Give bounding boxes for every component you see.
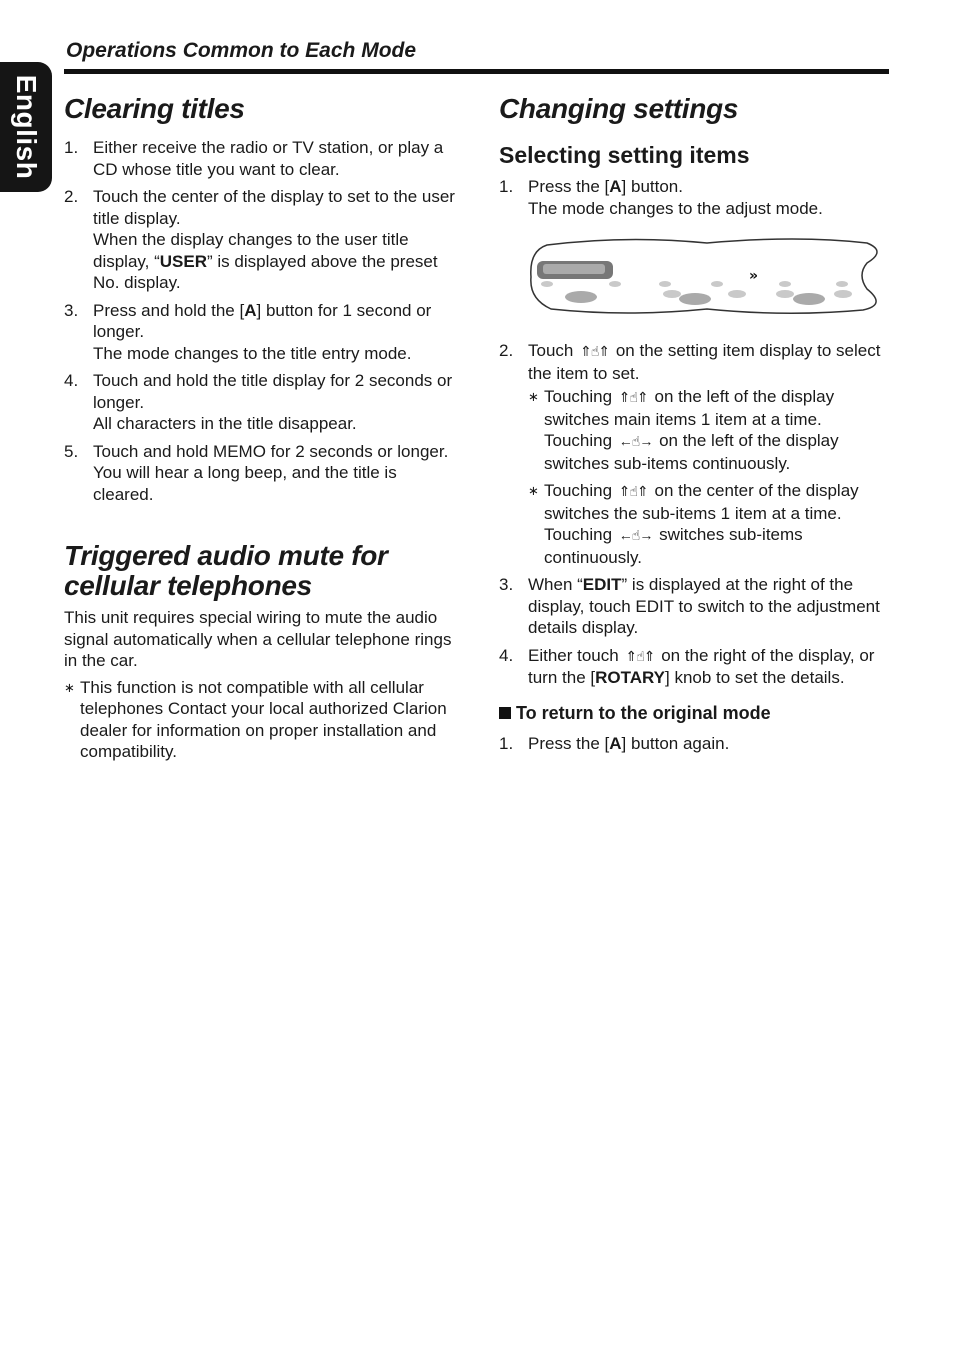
audio-mute-body: This unit requires special wiring to mute the audio signal automatically when a cellular telephone rings in the car. [64, 608, 452, 670]
list-item: 1. Press the [A] button again. [499, 733, 730, 753]
up-hand-down-arrows-icon: ⇑☝⇑ [580, 343, 610, 359]
audio-mute-notes [64, 677, 456, 763]
note-item: ∗ This function is not compatible with all cellular telephones Contact your local authorized Clarion dealer for information on proper installation and compatibility. [64, 677, 456, 763]
list-item: 2. Touch ⇑☝⇑ on the setting item display to select the item to set. ∗ Touching ⇑☝⇑ on the left of the display switches main items 1 item at a time. Touching ←☝→ on the left of the display switches sub-items continuously. ∗ Touching ⇑☝⇑ on the center of the display switches the sub-items 1 item at a time. Touching ←☝→ switches sub-items continuously. [499, 340, 883, 568]
left-hand-right-arrows-icon: ←☝→ [618, 527, 653, 543]
audio-mute-heading: Triggered audio mute for cellular telephones [64, 540, 388, 601]
clearing-titles-heading: Clearing titles [64, 93, 245, 124]
list-item: 1. Either receive the radio or TV station, or play a CD whose title you want to clear. [64, 138, 444, 179]
clearing-titles-steps [64, 137, 456, 505]
adjust-mode-display-illustration [527, 237, 883, 320]
svg-text:»: » [749, 268, 759, 284]
list-item: 3. When “EDIT” is displayed at the right of the display, touch EDIT to switch to the adjustment details display. [499, 575, 880, 637]
changing-settings-heading: Changing settings [499, 93, 739, 124]
square-bullet-icon [499, 707, 511, 719]
up-hand-down-arrows-icon: ⇑☝⇑ [618, 389, 648, 405]
up-hand-down-arrows-icon: ⇑☝⇑ [625, 647, 655, 664]
right-column [499, 94, 883, 760]
step2-notes [528, 386, 883, 568]
left-column [64, 94, 456, 763]
up-hand-down-arrows-icon: ⇑☝⇑ [618, 483, 648, 499]
list-item: 3. Press and hold the [A] button for 1 second or longer. The mode changes to the title entry mode. [64, 300, 432, 363]
list-item: 1. Press the [A] button. The mode changes to the adjust mode. [499, 177, 823, 218]
list-item: 2. Touch the center of the display to set to the user title display. When the display changes to the user title display, “USER” is displayed above the preset No. display. [64, 187, 455, 292]
return-steps [499, 733, 883, 755]
list-item: 5. Touch and hold MEMO for 2 seconds or longer. You will hear a long beep, and the title is cleared. [64, 441, 449, 504]
list-item: 4. Touch and hold the title display for 2 seconds or longer. All characters in the title disappear. [64, 371, 453, 433]
language-tab-label: English [11, 74, 42, 180]
note-item: ∗ Touching ⇑☝⇑ on the center of the display switches the sub-items 1 item at a time. Touching ←☝→ switches sub-items continuously. [528, 480, 883, 568]
language-tab [0, 62, 52, 192]
selecting-items-steps [499, 176, 883, 219]
display-panel-graphic [527, 237, 885, 315]
selecting-items-steps-cont [499, 340, 883, 689]
note-item: ∗ Touching ⇑☝⇑ on the left of the display switches main items 1 item at a time. Touching ←☝→ on the left of the display switches sub-items continuously. [528, 386, 883, 474]
header-rule [64, 69, 889, 74]
selecting-items-subheading: Selecting setting items [499, 142, 750, 168]
list-item: 4. Either touch ⇑☝⇑ on the right of the display, or turn the [ROTARY] knob to set the details. [499, 645, 875, 687]
left-hand-right-arrows-icon: ←☝→ [618, 433, 653, 449]
return-heading: To return to the original mode [499, 701, 883, 725]
running-header: Operations Common to Each Mode [66, 39, 417, 62]
